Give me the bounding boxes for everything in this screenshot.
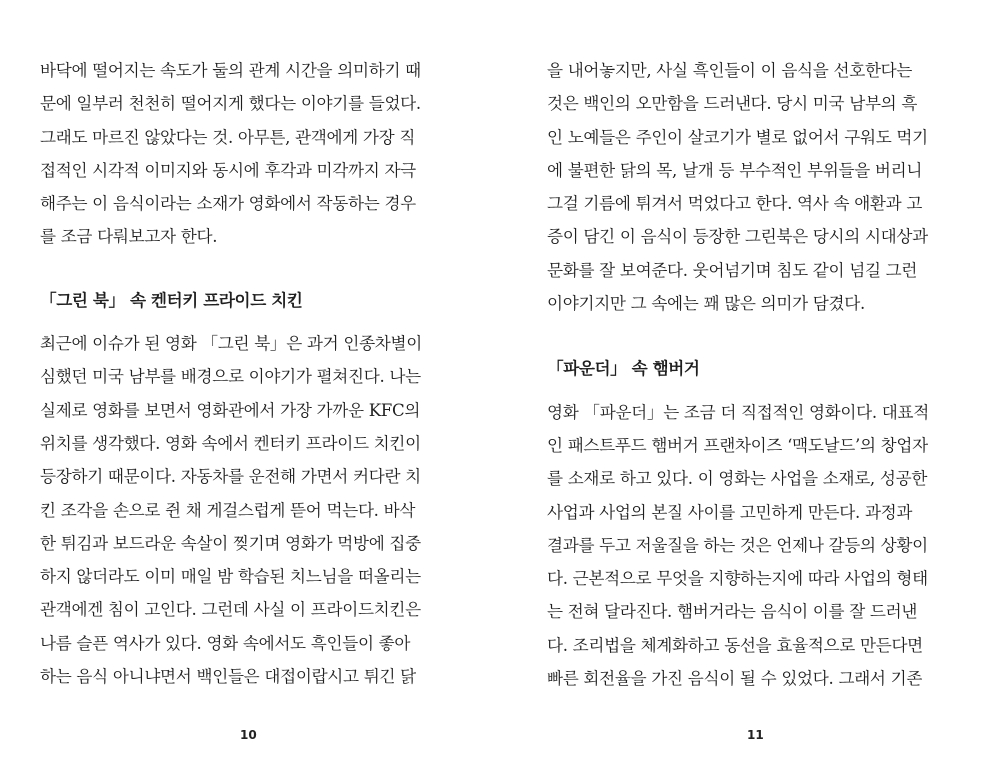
text-line: 하는 음식 아니냐면서 백인들은 대접이랍시고 튀긴 닭 (40, 667, 416, 687)
text-line: 해주는 이 음식이라는 소재가 영화에서 작동하는 경우 (40, 194, 416, 214)
text-line: 위치를 생각했다. 영화 속에서 켄터키 프라이드 치킨이 (40, 433, 421, 453)
page-number-right: 11 (747, 728, 764, 742)
text-line: 를 소재로 하고 있다. 이 영화는 사업을 소재로, 성공한 (547, 469, 928, 489)
text-line: 바닥에 떨어지는 속도가 둘의 관계 시간을 의미하기 때 (40, 61, 421, 80)
text-line: 빠른 회전율을 가진 음식이 될 수 있었다. 그래서 기존 (547, 669, 923, 689)
text-line: 영화 「파운더」는 조금 더 직접적인 영화이다. 대표적 (547, 402, 930, 422)
text-line: 인 노예들은 주인이 살코기가 별로 없어서 구워도 먹기 (547, 127, 928, 147)
right-page (500, 0, 1000, 778)
text-line: 다. 근본적으로 무엇을 지향하는지에 따라 사업의 형태 (547, 569, 928, 589)
text-line: 심했던 미국 남부를 배경으로 이야기가 펼쳐진다. 나는 (40, 367, 421, 387)
text-line: 그래도 마르진 않았다는 것. 아무튼, 관객에게 가장 직 (40, 127, 416, 147)
text-line: 을 내어놓지만, 사실 흑인들이 이 음식을 선호한다는 (547, 61, 913, 80)
text-line: 를 조금 다뤄보고자 한다. (40, 227, 218, 247)
text-line: 인 패스트푸드 햄버거 프랜차이즈 ‘맥도날드’의 창업자 (547, 435, 928, 455)
text-line: 사업과 사업의 본질 사이를 고민하게 만든다. 과정과 (547, 502, 913, 522)
left-text-column (40, 54, 460, 693)
text-line: 나름 슬픈 역사가 있다. 영화 속에서도 흑인들이 좋아 (40, 633, 411, 653)
text-line: 증이 담긴 이 음식이 등장한 그린북은 당시의 시대상과 (547, 227, 928, 247)
left-intro-paragraph (40, 54, 460, 254)
text-line: 관객에겐 침이 고인다. 그런데 사실 이 프라이드치킨은 (40, 600, 421, 620)
green-book-paragraph (40, 327, 460, 693)
text-line: 문에 일부러 천천히 떨어지게 했다는 이야기를 들었다. (40, 94, 421, 114)
text-line: 하지 않더라도 이미 매일 밤 학습된 치느님을 떠올리는 (40, 567, 421, 587)
text-line: 최근에 이슈가 된 영화 「그린 북」은 과거 인종차별이 (40, 334, 423, 354)
right-intro-paragraph (547, 54, 967, 320)
text-line: 그걸 기름에 튀겨서 먹었다고 한다. 역사 속 애환과 고 (547, 194, 923, 214)
text-line: 결과를 두고 저울질을 하는 것은 언제나 갈등의 상황이 (547, 535, 928, 555)
text-line: 다. 조리법을 체계화하고 동선을 효율적으로 만든다면 (547, 635, 923, 655)
section-heading-founder: 「파운더」 속 햄버거 (547, 359, 700, 379)
section-heading-green-book: 「그린 북」 속 켄터키 프라이드 치킨 (40, 290, 303, 310)
text-line: 킨 조각을 손으로 쥔 채 게걸스럽게 뜯어 먹는다. 바삭 (40, 500, 416, 520)
text-line: 것은 백인의 오만함을 드러낸다. 당시 미국 남부의 흑 (547, 94, 918, 114)
text-line: 등장하기 때문이다. 자동차를 운전해 가면서 커다란 치 (40, 467, 421, 487)
page-number-left: 10 (240, 728, 257, 742)
text-line: 한 튀김과 보드라운 속살이 찢기며 영화가 먹방에 집중 (40, 533, 421, 553)
text-line: 접적인 시각적 이미지와 동시에 후각과 미각까지 자극 (40, 160, 416, 180)
text-line: 에 불편한 닭의 목, 날개 등 부수적인 부위들을 버리니 (547, 160, 923, 180)
right-text-column (547, 54, 967, 695)
founder-paragraph (547, 396, 967, 696)
text-line: 문화를 잘 보여준다. 웃어넘기며 침도 같이 넘길 그런 (547, 260, 918, 280)
text-line: 실제로 영화를 보면서 영화관에서 가장 가까운 KFC의 (40, 400, 421, 420)
text-line: 이야기지만 그 속에는 꽤 많은 의미가 담겼다. (547, 294, 865, 314)
text-line: 는 전혀 달라진다. 햄버거라는 음식이 이를 잘 드러낸 (547, 602, 918, 622)
